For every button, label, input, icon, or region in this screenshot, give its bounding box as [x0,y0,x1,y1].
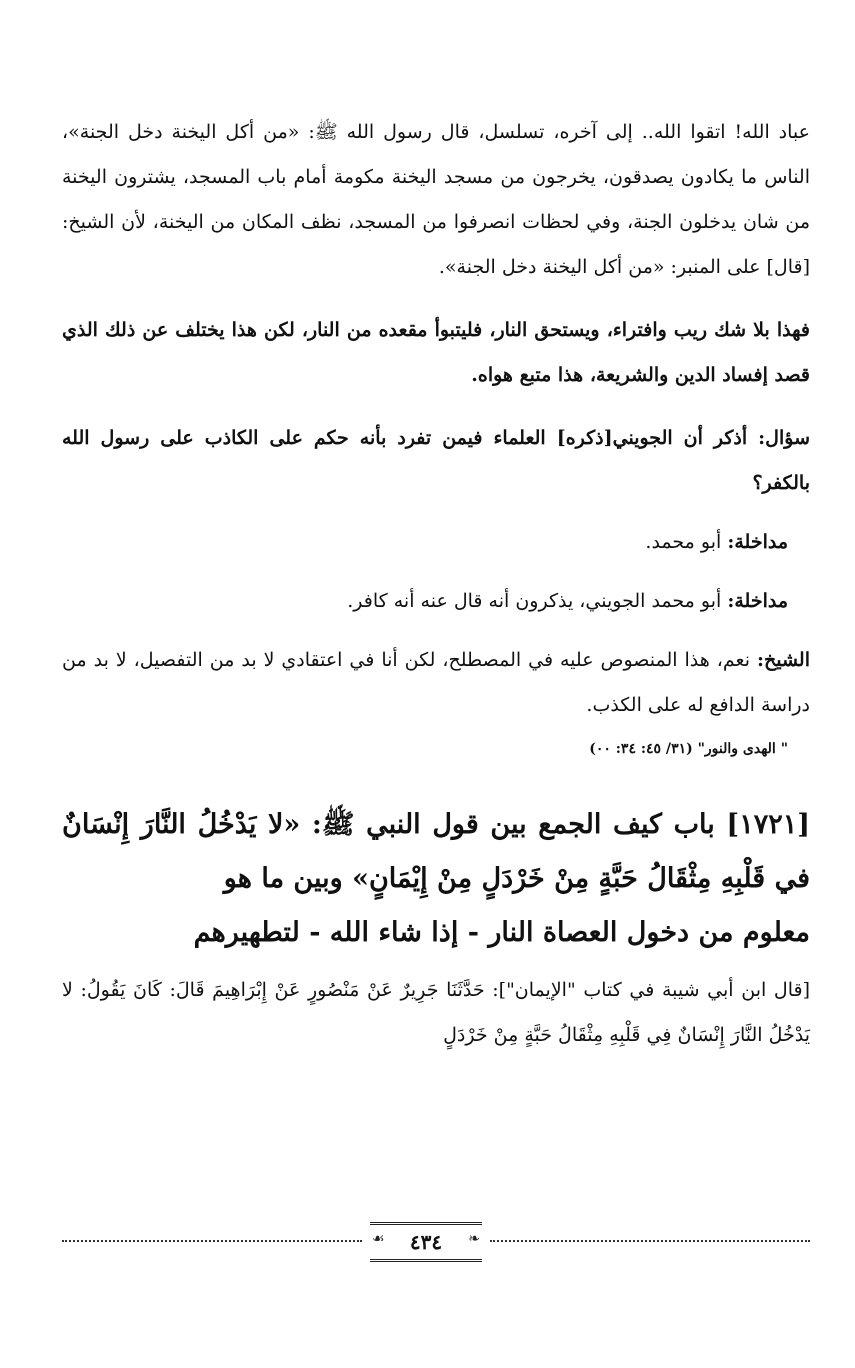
page-number-frame [370,1222,482,1262]
page-number: ٤٣٤ [409,1230,443,1254]
footer-dotted-rule-right [490,1240,810,1242]
sheikh-label: الشيخ: [756,649,810,671]
interjection-2-text: أبو محمد الجويني، يذكرون أنه قال عنه أنه كافر. [347,590,728,612]
paragraph-verdict: فهذا بلا شك ريب وافتراء، ويستحق النار، فليتبوأ مقعده من النار، لكن هذا يختلف عن ذلك الذي قصد إفساد الدين والشريعة، هذا متبع هواه. [62,319,810,386]
chapter-heading-last-line: معلوم من دخول العصاة النار - إذا شاء الله - لتطهيرهم [193,917,810,948]
paragraph-story: عباد الله! اتقوا الله.. إلى آخره، تسلسل، قال رسول الله ﷺ: «من أكل اليخنة دخل الجنة»، الناس ما يكادون يصدقون، يخرجون من مسجد اليخنة مكومة أمام باب المسجد، يشترون اليخنة من شان يدخلون الجنة، وفي لحظات انصرفوا من المسجد، نظف المكان من اليخنة، لأن الشيخ: [قال] على المنبر: «من أكل اليخنة دخل الجنة». [62,121,810,278]
interjection-2-label: مداخلة: [727,590,788,612]
question-paragraph: سؤال: أذكر أن الجويني[ذكره] العلماء فيمن تفرد بأنه حكم على الكاذب على رسول الله بالكفر؟ [62,427,810,494]
ornament-left-icon: ☙ [372,1231,385,1247]
chapter-heading-main: [١٧٢١] باب كيف الجمع بين قول النبي ﷺ: «لا يَدْخُلُ النَّارَ إِنْسَانٌ في قَلْبِهِ مِثْقَالُ حَبَّةٍ مِنْ خَرْدَلٍ مِنْ إِيْمَانٍ» وبين ما هو [62,809,810,894]
narration-paragraph: [قال ابن أبي شيبة في كتاب "الإيمان"]: حَدَّثَنَا جَرِيرٌ عَنْ مَنْصُورٍ عَنْ إِبْرَاهِيمَ قَالَ: كَانَ يَقُولُ: لا يَدْخُلُ النَّارَ إِنْسَانٌ فِي قَلْبِهِ مِثْقَالُ حَبَّةٍ مِنْ خَرْدَلٍ [62,979,810,1046]
page-footer [62,1218,810,1258]
sheikh-text: نعم، هذا المنصوص عليه في المصطلح، لكن أنا في اعتقادي لا بد من التفصيل، لا بد من دراسة الدافع له على الكذب. [62,649,810,716]
interjection-1 [62,520,788,565]
interjection-1-label: مداخلة: [727,531,788,553]
interjection-1-text: أبو محمد. [645,531,728,553]
sheikh-answer [62,638,810,728]
ornament-right-icon: ❧ [468,1231,480,1247]
chapter-heading [62,798,810,960]
source-citation: " الهدى والنور" (٣١/ ٤٥: ٣٤: ٠٠) [589,741,788,757]
footer-dotted-rule-left [62,1240,362,1242]
page-body [62,110,810,1058]
interjection-2 [62,579,788,624]
